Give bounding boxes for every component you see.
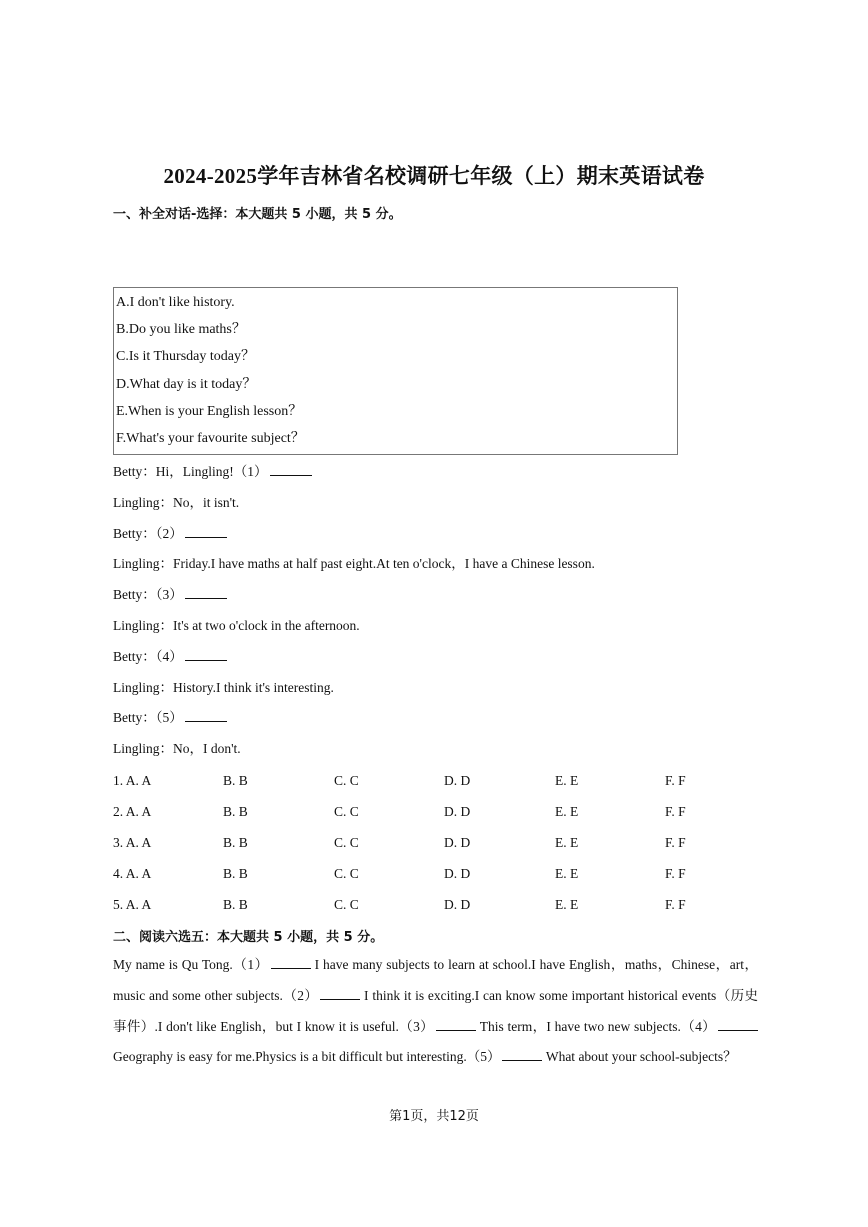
option-b: B.Do you like maths？ [116,322,246,338]
choice-e[interactable]: E. E [555,866,579,881]
dialogue [113,457,763,765]
choice-d[interactable]: D. D [444,804,471,819]
answer-blank [185,646,227,661]
answer-blank [185,707,227,722]
choice-d[interactable]: D. D [444,897,471,912]
dialogue-line [113,673,763,704]
choice-b[interactable]: B. B [223,804,248,819]
option-d: D.What day is it today？ [116,376,257,392]
dialogue-line [113,734,763,765]
dialogue-line [113,488,763,519]
choice-b[interactable]: B. B [223,897,248,912]
dialogue-line [113,580,763,611]
choice-c[interactable]: C. C [334,773,359,788]
section-1-heading: 一、补全对话-选择：本大题共 5 小题，共 5 分。 [113,207,402,222]
choice-c[interactable]: C. C [334,866,359,881]
choice-f[interactable]: F. F [665,866,686,881]
choice-a[interactable]: 3. A. A [113,835,152,850]
answer-blank [436,1016,476,1031]
dialogue-line [113,703,763,734]
choice-c[interactable]: C. C [334,804,359,819]
choice-d[interactable]: D. D [444,835,471,850]
dialogue-text: Lingling：History.I think it's interesting. [113,679,334,695]
choice-d[interactable]: D. D [444,866,471,881]
dialogue-text: Betty：（5） [113,710,183,726]
passage-text: I have many subjects to learn at school.I have English，maths，Chinese，art，music and some other subjects.（2） [113,957,758,1003]
dialogue-line [113,611,763,642]
choice-f[interactable]: F. F [665,897,686,912]
choice-b[interactable]: B. B [223,835,248,850]
dialogue-line [113,549,763,580]
page-title: 2024-2025学年吉林省名校调研七年级（上）期末英语试卷 [163,164,705,188]
choice-e[interactable]: E. E [555,773,579,788]
page-footer: 第1页，共12页 [389,1109,479,1124]
answer-blank [502,1046,542,1061]
passage-text: This term，I have two new subjects.（4） [479,1018,717,1034]
options-box [113,287,678,455]
choice-e[interactable]: E. E [555,804,579,819]
answer-blank [271,954,311,969]
option-f: F.What's your favourite subject？ [116,430,305,446]
choice-c[interactable]: C. C [334,897,359,912]
dialogue-text: Lingling：No，it isn't. [113,494,240,510]
dialogue-text: Betty：（2） [113,525,183,541]
answer-blank [718,1016,758,1031]
option-e: E.When is your English lesson？ [116,403,303,419]
choice-f[interactable]: F. F [665,835,686,850]
choice-c[interactable]: C. C [334,835,359,850]
dialogue-text: Betty：Hi，Lingling!（1） [113,464,268,479]
choice-b[interactable]: B. B [223,773,248,788]
dialogue-text: Betty：（3） [113,587,183,603]
passage-text: What about your school-subjects？ [545,1049,737,1065]
passage-text: Geography is easy for me.Physics is a bit difficult but interesting.（5） [113,1049,501,1065]
dialogue-line [113,519,763,550]
passage-text: I think it is exciting.I can know some important historical events（历史事件）.I don't like English，but I know it is useful.（3） [113,987,759,1034]
dialogue-text: Lingling：It's at two o'clock in the afternoon. [113,617,360,633]
answer-blank [270,461,312,476]
choice-f[interactable]: F. F [665,804,686,819]
dialogue-line [113,457,763,488]
choice-a[interactable]: 4. A. A [113,866,152,881]
dialogue-text: Betty：（4） [113,648,183,664]
dialogue-text: Lingling：No，I don't. [113,741,241,757]
reading-passage [113,950,758,1073]
choice-f[interactable]: F. F [665,773,686,788]
answer-blank [320,985,360,1000]
choice-b[interactable]: B. B [223,866,248,881]
choice-a[interactable]: 5. A. A [113,897,152,912]
answer-blank [185,523,227,538]
dialogue-line [113,642,763,673]
passage-text: My name is Qu Tong.（1） [113,957,269,972]
choice-a[interactable]: 1. A. A [113,773,152,788]
option-a: A.I don't like history. [116,295,235,310]
choice-e[interactable]: E. E [555,897,579,912]
dialogue-text: Lingling：Friday.I have maths at half past eight.At ten o'clock，I have a Chinese lesson. [113,556,595,572]
choice-a[interactable]: 2. A. A [113,804,152,819]
section-2-heading: 二、阅读六选五：本大题共 5 小题，共 5 分。 [113,930,384,945]
choice-d[interactable]: D. D [444,773,471,788]
choice-e[interactable]: E. E [555,835,579,850]
answer-blank [185,584,227,599]
option-c: C.Is it Thursday today？ [116,349,255,365]
